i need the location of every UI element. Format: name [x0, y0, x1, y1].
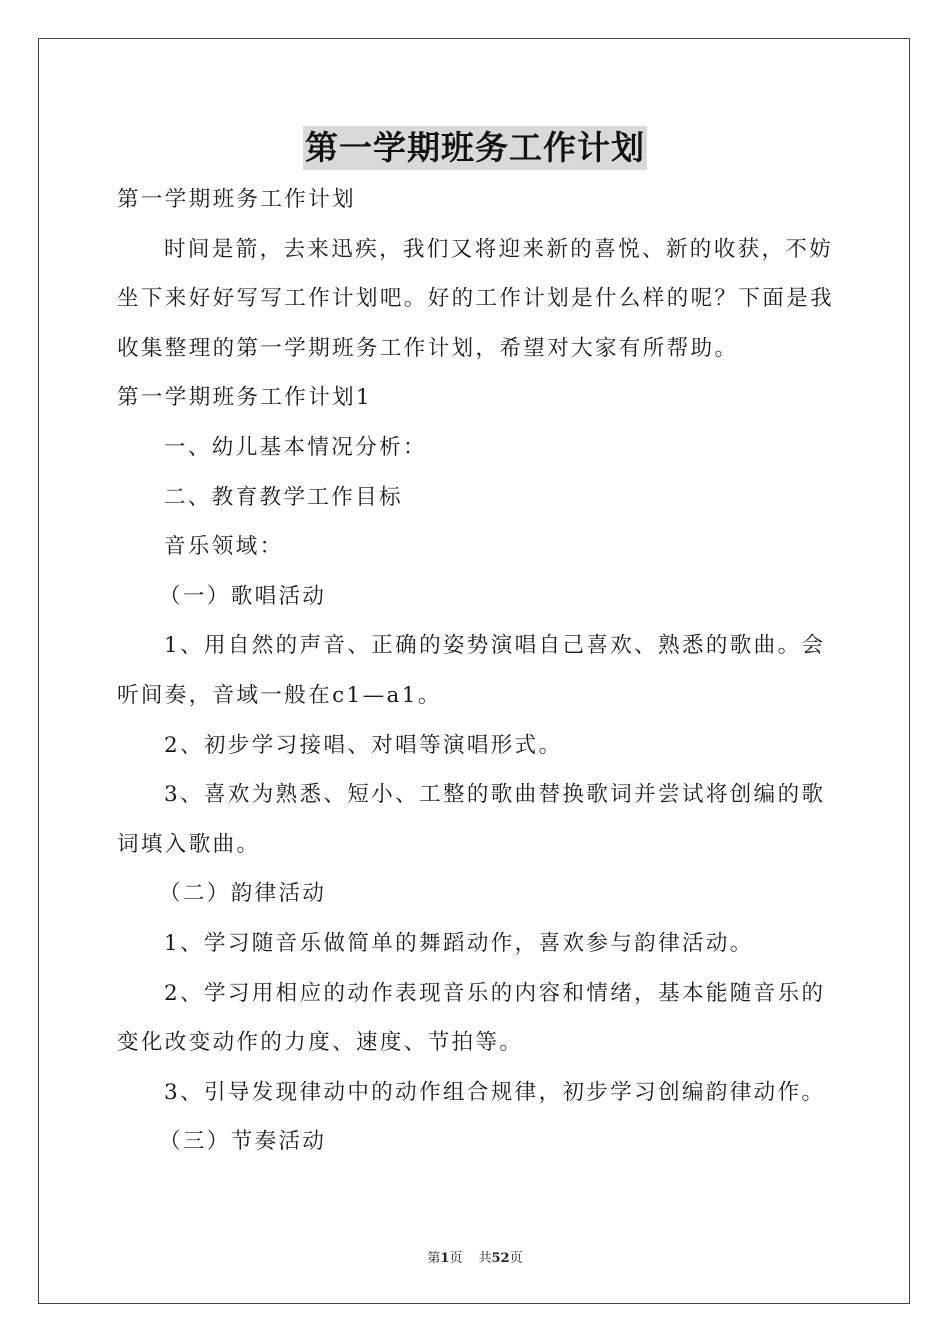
body-paragraph: 3、引导发现律动中的动作组合规律，初步学习创编韵律动作。: [164, 1079, 826, 1105]
body-paragraph: （三）节奏活动: [159, 1129, 327, 1155]
body-paragraph: 第一学期班务工作计划: [117, 187, 357, 212]
total-suffix: 页: [509, 1251, 523, 1266]
total-prefix: 共: [478, 1251, 492, 1266]
body-paragraph: 第一学期班务工作计划1: [117, 385, 373, 411]
body-paragraph: （二）韵律活动: [159, 881, 327, 907]
body-paragraph: 一、幼儿基本情况分析：: [164, 434, 427, 460]
body-paragraph: 1、学习随音乐做简单的舞蹈动作，喜欢参与韵律活动。: [164, 930, 754, 956]
body-paragraph: 音乐领域：: [164, 534, 284, 560]
page-prefix: 第: [427, 1251, 441, 1266]
body-paragraph: 2、初步学习接唱、对唱等演唱形式。: [164, 732, 563, 758]
body-paragraph: 1、用自然的声音、正确的姿势演唱自己喜欢、熟悉的歌曲。会听间奏，音域一般在c1—a1。: [117, 633, 826, 708]
page-footer: [0, 1247, 950, 1266]
page-total: 52: [491, 1251, 510, 1266]
document-title: 第一学期班务工作计划: [303, 126, 647, 170]
document-body: [117, 175, 835, 1167]
body-paragraph: 3、喜欢为熟悉、短小、工整的歌曲替换歌词并尝试将创编的歌词填入歌曲。: [117, 782, 826, 857]
page-suffix: 页: [449, 1251, 463, 1266]
body-paragraph: （一）歌唱活动: [159, 583, 327, 609]
body-paragraph: 二、教育教学工作目标: [164, 484, 404, 510]
body-paragraph: 时间是箭，去来迅疾，我们又将迎来新的喜悦、新的收获，不妨坐下来好好写写工作计划吧。好的工作计划是什么样的呢？下面是我收集整理的第一学期班务工作计划，希望对大家有所帮助。: [117, 236, 835, 361]
body-paragraph: 2、学习用相应的动作表现音乐的内容和情绪，基本能随音乐的变化改变动作的力度、速度、节拍等。: [117, 980, 826, 1056]
page-current: 1: [440, 1251, 450, 1266]
title-container: [0, 126, 950, 170]
